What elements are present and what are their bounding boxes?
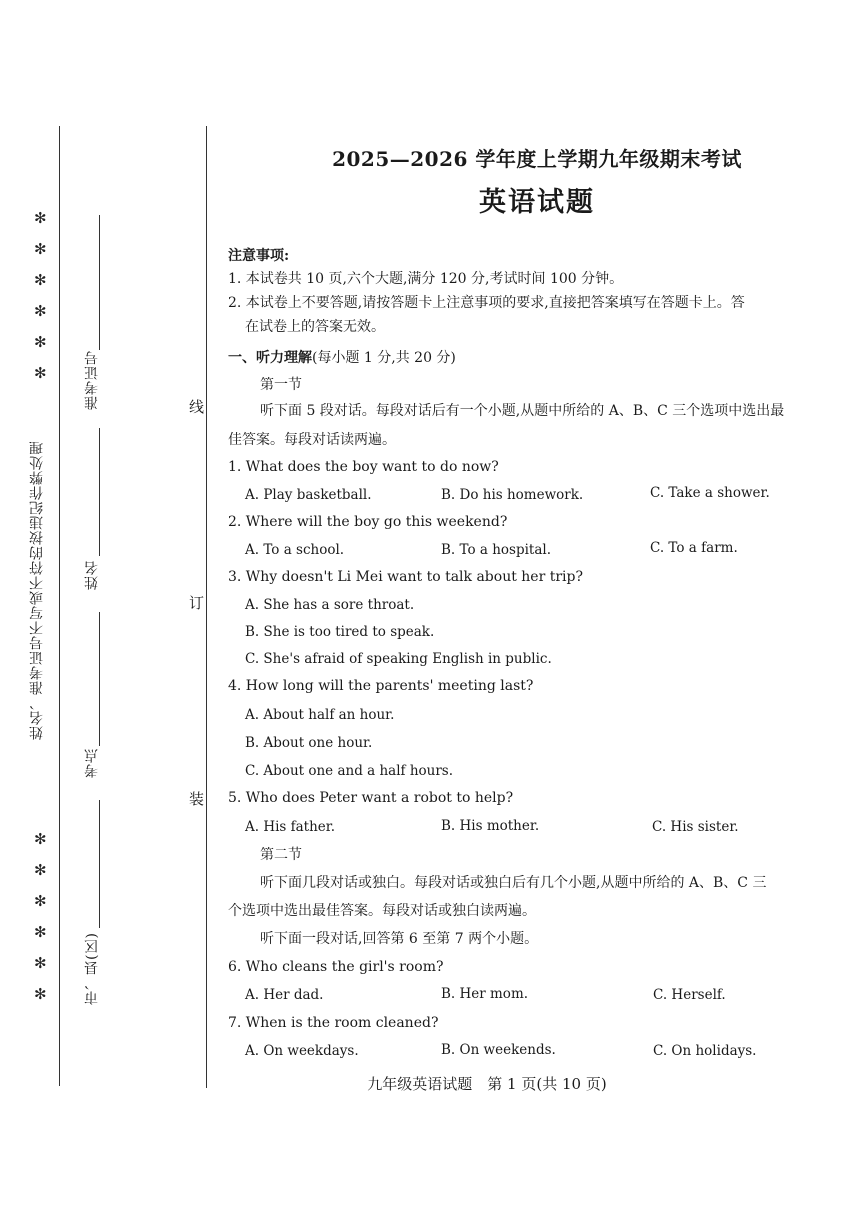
exam-title: 2025—2026 学年度上学期九年级期末考试 <box>332 147 742 171</box>
option-b: B. On weekends. <box>441 1042 556 1058</box>
star-decoration: ✻ <box>34 954 47 972</box>
part-label: 第二节 <box>260 847 302 863</box>
star-decoration: ✻ <box>34 923 47 941</box>
question-stem: 6. Who cleans the girl's room? <box>228 959 444 975</box>
part-instruction: 听下面几段对话或独白。每段对话或独白后有几个小题,从题中所给的 A、B、C 三 <box>260 875 767 891</box>
question-stem: 1. What does the boy want to do now? <box>228 459 499 475</box>
option-a: A. On weekdays. <box>245 1043 359 1059</box>
question-stem: 3. Why doesn't Li Mei want to talk about her trip? <box>228 569 583 585</box>
field-label-city: 市、县(区) <box>84 932 100 1005</box>
option-c: C. Herself. <box>653 987 726 1003</box>
option-b: B. She is too tired to speak. <box>245 624 435 640</box>
section-heading <box>228 350 456 367</box>
question-stem: 7. When is the room cleaned? <box>228 1015 439 1031</box>
star-decoration: ✻ <box>34 302 47 320</box>
field-label-site: 考点 <box>84 748 100 778</box>
sidebar-warning: 姓名、准考证号不写或不符的按违纪作弊处理 <box>29 440 45 740</box>
name-blank[interactable] <box>99 428 100 556</box>
part-instruction: 听下面 5 段对话。每段对话后有一个小题,从题中所给的 A、B、C 三个选项中选出最 <box>260 403 785 419</box>
margin-border-right <box>206 126 207 1088</box>
star-decoration: ✻ <box>34 333 47 351</box>
part-instruction: 听下面一段对话,回答第 6 至第 7 两个小题。 <box>260 931 539 947</box>
notes-item-continued: 在试卷上的答案无效。 <box>245 319 385 335</box>
star-decoration: ✻ <box>34 985 47 1003</box>
part-instruction: 个选项中选出最佳答案。每段对话或独白读两遍。 <box>228 903 536 919</box>
option-b: B. About one hour. <box>245 735 373 751</box>
option-c: C. She's afraid of speaking English in public. <box>245 651 552 667</box>
star-decoration: ✻ <box>34 271 47 289</box>
field-label-exam-id: 准考证号 <box>84 350 100 410</box>
binding-label-line: 线 <box>189 398 205 416</box>
star-decoration: ✻ <box>34 240 47 258</box>
notes-item: 2. 本试卷上不要答题,请按答题卡上注意事项的要求,直接把答案填写在答题卡上。答 <box>228 295 745 311</box>
star-decoration: ✻ <box>34 861 47 879</box>
option-a: A. To a school. <box>245 542 345 558</box>
binding-label-order: 订 <box>189 594 205 612</box>
star-decoration: ✻ <box>34 209 47 227</box>
city-blank[interactable] <box>99 800 100 928</box>
option-c: C. About one and a half hours. <box>245 763 454 779</box>
exam-id-blank[interactable] <box>99 215 100 350</box>
binding-label-pack: 装 <box>189 790 205 808</box>
option-b: B. Do his homework. <box>441 487 584 503</box>
question-stem: 4. How long will the parents' meeting last? <box>228 678 534 694</box>
option-a: A. His father. <box>245 819 336 835</box>
field-label-name: 姓名 <box>84 560 100 590</box>
option-c: C. To a farm. <box>650 540 738 556</box>
option-c: C. Take a shower. <box>650 485 770 501</box>
star-decoration: ✻ <box>34 830 47 848</box>
question-stem: 5. Who does Peter want a robot to help? <box>228 790 514 806</box>
site-blank[interactable] <box>99 612 100 746</box>
part-instruction: 佳答案。每段对话读两遍。 <box>228 432 396 448</box>
notes-heading: 注意事项: <box>228 248 290 264</box>
subject-title: 英语试题 <box>479 187 595 218</box>
option-b: B. To a hospital. <box>441 542 552 558</box>
star-decoration: ✻ <box>34 892 47 910</box>
part-label: 第一节 <box>260 377 302 393</box>
option-c: C. His sister. <box>652 819 739 835</box>
page-footer: 九年级英语试题 第 1 页(共 10 页) <box>367 1075 607 1093</box>
margin-border-left <box>59 126 60 1086</box>
option-a: A. Her dad. <box>245 987 324 1003</box>
question-stem: 2. Where will the boy go this weekend? <box>228 514 508 530</box>
star-decoration: ✻ <box>34 364 47 382</box>
section-title: 一、听力理解 <box>228 350 312 366</box>
option-b: B. Her mom. <box>441 986 529 1002</box>
option-a: A. Play basketball. <box>245 487 372 503</box>
option-a: A. About half an hour. <box>245 707 395 723</box>
option-a: A. She has a sore throat. <box>245 597 415 613</box>
option-b: B. His mother. <box>441 818 540 834</box>
option-c: C. On holidays. <box>653 1043 757 1059</box>
section-score-note: (每小题 1 分,共 20 分) <box>312 350 456 366</box>
notes-item: 1. 本试卷共 10 页,六个大题,满分 120 分,考试时间 100 分钟。 <box>228 271 624 287</box>
